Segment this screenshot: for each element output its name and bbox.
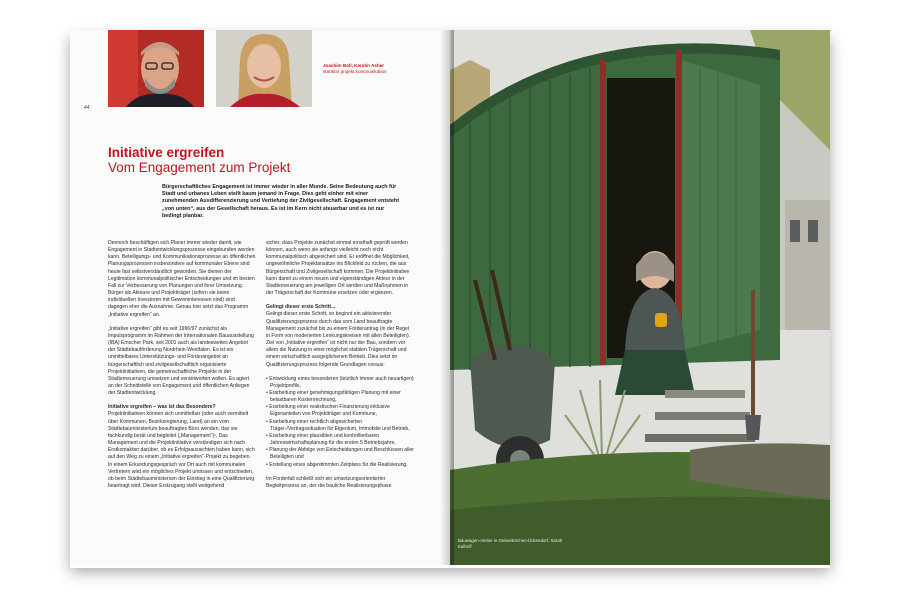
text-column-1 <box>108 240 256 497</box>
left-page <box>70 30 450 565</box>
col1-paragraph-3: Projektinitiativen können sich unmittelbar (oder auch vermittelt über Kommunen, Bezirksregierung, Land) an ein vom Städtebauministerium beauftragtes Büro wenden, das sie fachkundig berät und begleitet („Management“)¹. Das Management und die Projektinitiative verständigen sich nach Erstkontakten darüber, ob es Erfolgsaussichten haben kann, sich auf den Weg zu einem „Initiative ergreifen“-Projekt zu begeben. In einem Erkundungsgespräch vor Ort auch mit kommunalen Vertretern wird ein mögliches Projekt umrissen und entschieden, ob beim Städtebauministerium der Einstieg in eine Qualifizierung beantragt wird. Dieser Erstzugang stellt weitgehend <box>108 411 255 489</box>
bullet-item: • Erarbeitung einer rechtlich abgesicherten Träger-/Vertragssituation für Eigentum, Immobilie und Betrieb, <box>266 418 410 432</box>
col1-heading: Initiative ergreifen – was ist das Besondere? <box>108 404 216 411</box>
col2-heading: Gelingt dieser erste Schritt... <box>266 304 336 311</box>
bullet-item: • Entwicklung eines besonderen (letztlich immer auch neuartigen) Projektprofils, <box>266 375 414 389</box>
col2-paragraph-1: sicher, dass Projekte zunächst einmal ernsthaft geprüft werden können, auch wenn sie anfangs vielleicht noch nicht kommunalpolitisch abgesichert sind. Er eröffnet die Möglichkeit, ungewöhnliche Projektansätze ins Blickfeld zu rücken, die aus Bürgerschaft und Zivilgesellschaft kommen. Die Projektinitiative kann damit zu einem neuen und eigenständigen Akteur in der Stadterneuerung am jeweiligen Ort werden und Maßnahmen in der Trägerschaft der Kommune ersetzen oder ergänzen. <box>266 240 410 297</box>
caption-names: Joachim Boll, Kerstin Asher <box>323 63 385 68</box>
col2-paragraph-2: Gelingt dieser erste Schritt, so beginnt ein aktivierender Qualifizierungsprozess durch das vom Land beauftragte Management zunächst bis zu einem Förderantrag (in der Regel in Form von moderierten Lenkungskreisen mit allen Beteiligten). Ziel von „Initiative ergreifen“ ist nicht nur der Bau, sondern vor allem die Nutzung in einer möglichst stabilen Trägerschaft und einem wirtschaftlich ausgeglichenen Betrieb. Dies setzt im Qualifizierungsprozess folgende Grundlagen voraus: <box>266 311 411 368</box>
col2-bullet-list <box>266 376 414 469</box>
portrait-kerstin-asher <box>216 30 312 107</box>
page-title: Initiative ergreifen <box>108 145 225 160</box>
portrait-caption <box>323 63 387 75</box>
right-page-photo <box>450 30 830 565</box>
bullet-item: • Erarbeitung einer genehmigungsfähigen Planung mit einer belastbaren Kostenrechnung, <box>266 389 401 404</box>
text-column-2 <box>266 240 414 497</box>
photo-construction-trailer <box>450 30 830 565</box>
page-number: 44 <box>84 105 90 111</box>
col1-paragraph-2: „Initiative ergreifen“ gibt es seit 1996/97 zunächst als Impulsprogramm im Rahmen der Internationalen Bauausstellung (IBA) Emscher Park, seit 2001 auch als landesweites Angebot der Städtebauförderung Nordrhein-Westfalen. Es ist ein unmittelbares Unterstützungs- und Förderangebot an bürgerschaftlich und zivilgesellschaftlich organisierte Projektinitiativen, die gemeinschaftliche Projekte in der Stadterneuerung umsetzen und verantworten wollen. Es agiert an der Schnittstelle von Engagement und öffentlichen Anliegen der Stadtentwicklung. <box>108 325 254 397</box>
col2-paragraph-3: Im Förderfall schließt sich ein umsetzungsorientierter Begleitprozess an, der die bauliche Realisierungsphase <box>266 475 392 489</box>
portrait-kerstin-asher-image <box>216 30 312 107</box>
bullet-item: • Erarbeitung einer plausiblen und kontrollierbaren Jahreswirtschaftsplanung für die ersten 5 Betriebsjahre, <box>266 432 396 447</box>
caption-org: startklar projekt.kommunikation <box>323 69 387 74</box>
book-gutter <box>440 30 454 565</box>
bullet-item: • Erstellung eines abgestimmten Zeitplans für die Realisierung. <box>266 461 408 468</box>
portrait-joachim-boll <box>108 30 204 107</box>
bullet-item: • Planung der Abfolge von Entscheidungen und Beschlüssen aller Beteiligten und <box>266 447 414 461</box>
bullet-item: • Erarbeitung einer realistischen Finanzierung inklusive Eigenanteilen von Projektträger und Kommune, <box>266 404 390 418</box>
col1-paragraph-1: Dennoch beschäftigen sich Planer immer wieder damit, wie Engagement in Stadtentwicklungsprozesse eingebunden werden kann. Beteiligungs- und Kommunikationsprozesse an öffentlichen Planungsprozessen insbesondere auf kommunaler Ebene sind heute fast selbstverständlich geworden. Sie dienen der Legitimation kommunalpolitischer Entscheidungen und im besten Fall zur Verbesserung von Planungen und ihrer Umsetzung. Bürger als Akteure und Projektträger (sofern sie keine individuellen Investoren mit Gewinninteressen sind) sind dagegen eher die Ausnahme. Genau hier setzt das Programm „Initiative ergreifen“ an. <box>108 240 256 318</box>
portrait-joachim-boll-image <box>108 30 204 107</box>
page-subtitle: Vom Engagement zum Projekt <box>108 160 291 175</box>
lead-paragraph: Bürgerschaftliches Engagement ist immer wieder in aller Munde. Seine Bedeutung auch für Stadt und urbanes Leben stellt kaum jemand in Frage. Dies geht einher mit einer zunehmenden Ausdifferenzierung und Vertiefung der Zivilgesellschaft. Engagement entsteht „von unten“, aus der Gesellschaft heraus. Es ist im Kern nicht steuerbar und es ist nur bedingt planbar. <box>162 184 400 219</box>
photo-caption: Bauwagen-Atelier in Gelsenkirchen-Ückendorf, Sarah Kalhoff <box>458 538 563 549</box>
